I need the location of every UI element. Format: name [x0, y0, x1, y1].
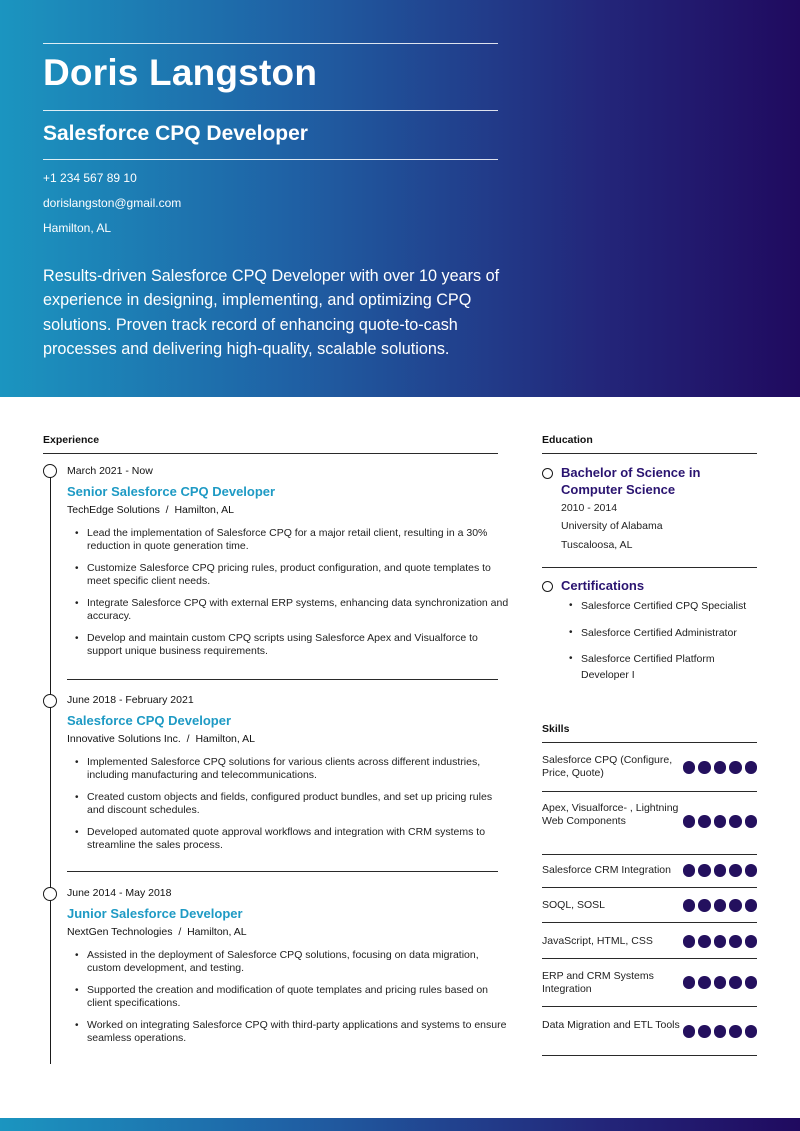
skill-level-dots — [683, 976, 758, 989]
job-entry — [67, 694, 512, 861]
footer-bar — [0, 1118, 800, 1131]
section-divider — [542, 567, 757, 568]
job-bullet: • Implemented Salesforce CPQ solutions for various clients across different industries, including manufacturing and telecommunications. — [67, 756, 512, 782]
skill-name: ERP and CRM Systems Integration — [542, 970, 654, 995]
skill-name: Salesforce CPQ (Configure, Price, Quote) — [542, 754, 673, 779]
job-company-line — [67, 504, 512, 518]
skill-level-dots — [683, 935, 758, 948]
job-company-line — [67, 733, 512, 747]
certification-item: • Salesforce Certified CPQ Specialist — [561, 598, 761, 614]
education-section-title: Education — [542, 434, 593, 446]
skill-divider — [542, 1055, 757, 1056]
timeline-marker — [43, 694, 57, 708]
job-company: TechEdge Solutions — [67, 504, 160, 516]
education-years: 2010 - 2014 — [561, 502, 618, 514]
job-bullets — [67, 756, 512, 852]
skill-row — [542, 959, 757, 1006]
skill-level-dot — [729, 899, 742, 912]
skill-level-dot — [729, 1025, 742, 1038]
job-date: June 2014 - May 2018 — [67, 887, 172, 899]
skill-level-dot — [729, 976, 742, 989]
job-bullet: • Integrate Salesforce CPQ with external ERP systems, enhancing data synchronization and accuracy. — [67, 597, 512, 623]
skill-level-dot — [683, 976, 696, 989]
skill-level-dot — [729, 761, 742, 774]
job-title: Senior Salesforce CPQ Developer — [67, 484, 276, 499]
skills-section-title: Skills — [542, 723, 570, 735]
experience-timeline — [50, 472, 52, 1064]
job-bullet: • Assisted in the deployment of Salesforce CPQ solutions, focusing on data migration, custom development, and testing. — [67, 949, 512, 975]
job-title: Junior Salesforce Developer — [67, 906, 243, 921]
skill-level-dots — [683, 761, 758, 774]
timeline-marker — [43, 464, 57, 478]
skill-name: Salesforce CRM Integration — [542, 864, 671, 876]
degree-title — [561, 465, 700, 498]
skill-level-dot — [683, 761, 696, 774]
certification-item: • Salesforce Certified Platform Developer I — [561, 651, 761, 683]
job-divider — [67, 871, 498, 872]
skill-level-dot — [729, 815, 742, 828]
skill-level-dot — [745, 976, 758, 989]
job-bullet: • Customize Salesforce CPQ pricing rules, product configuration, and quote templates to meet specific client needs. — [67, 562, 512, 588]
contact-email[interactable]: dorislangston@gmail.com — [43, 196, 182, 210]
skill-row — [542, 743, 757, 791]
candidate-name: Doris Langston — [43, 52, 318, 93]
experience-section-title: Experience — [43, 434, 100, 446]
job-date: March 2021 - Now — [67, 465, 153, 477]
skill-row — [542, 923, 757, 958]
degree-line: Computer Science — [561, 481, 676, 497]
job-entry — [67, 887, 512, 1054]
skill-level-dot — [698, 935, 711, 948]
skill-level-dot — [683, 935, 696, 948]
section-divider — [542, 453, 757, 454]
skill-level-dot — [745, 864, 758, 877]
skill-row — [542, 888, 757, 922]
certifications-list — [561, 598, 761, 694]
job-location: Hamilton, AL — [195, 733, 255, 745]
skill-level-dot — [714, 976, 727, 989]
certifications-marker — [542, 581, 553, 592]
skill-level-dot — [698, 899, 711, 912]
job-company: Innovative Solutions Inc. — [67, 733, 181, 745]
skill-level-dot — [714, 899, 727, 912]
candidate-role: Salesforce CPQ Developer — [43, 122, 308, 145]
job-separator: / — [165, 504, 169, 516]
degree-line: Bachelor of Science in — [561, 465, 701, 480]
skill-level-dot — [714, 864, 727, 877]
resume-header — [0, 0, 800, 397]
skill-name: SOQL, SOSL — [542, 899, 606, 911]
skill-level-dots — [683, 864, 758, 877]
skill-level-dot — [698, 976, 711, 989]
skill-row — [542, 792, 757, 855]
job-bullet: • Worked on integrating Salesforce CPQ with third-party applications and systems to ensure seamless operations. — [67, 1019, 512, 1045]
skill-level-dot — [683, 1025, 696, 1038]
job-bullet: • Developed automated quote approval workflows and integration with CRM systems to streamline the sales process. — [67, 826, 512, 852]
skill-level-dot — [698, 761, 711, 774]
skill-level-dot — [683, 899, 696, 912]
section-divider — [43, 453, 498, 454]
timeline-marker — [43, 887, 57, 901]
skill-level-dot — [745, 935, 758, 948]
job-location: Hamilton, AL — [187, 926, 247, 938]
job-bullet: • Supported the creation and modification of quote templates and pricing rules based on client specifications. — [67, 984, 512, 1010]
job-company: NextGen Technologies — [67, 926, 173, 938]
contact-phone: +1 234 567 89 10 — [43, 171, 137, 185]
job-company-line — [67, 926, 512, 940]
skill-level-dot — [714, 815, 727, 828]
education-school: University of Alabama — [561, 520, 663, 532]
job-title: Salesforce CPQ Developer — [67, 713, 232, 728]
job-bullets — [67, 949, 512, 1045]
skill-name: Apex, Visualforce- , Lightning Web Components — [542, 802, 679, 827]
skill-name: Data Migration and ETL Tools — [542, 1019, 680, 1031]
job-date: June 2018 - February 2021 — [67, 694, 194, 706]
skill-row — [542, 855, 757, 887]
job-entry — [67, 465, 512, 667]
header-divider — [43, 159, 498, 160]
job-bullet: • Created custom objects and fields, configured product bundles, and set up pricing rules and discount schedules. — [67, 791, 512, 817]
certification-item: • Salesforce Certified Administrator — [561, 625, 761, 641]
skill-level-dot — [683, 815, 696, 828]
skill-level-dot — [714, 1025, 727, 1038]
skill-level-dot — [683, 864, 696, 877]
job-bullet: • Develop and maintain custom CPQ scripts using Salesforce Apex and Visualforce to support unique business requirements. — [67, 632, 512, 658]
skill-level-dot — [745, 761, 758, 774]
job-location: Hamilton, AL — [174, 504, 234, 516]
job-bullets — [67, 527, 512, 658]
skill-level-dot — [729, 935, 742, 948]
skill-level-dot — [714, 935, 727, 948]
skill-level-dot — [698, 864, 711, 877]
skill-level-dots — [683, 1025, 758, 1038]
job-divider — [67, 679, 498, 680]
education-place: Tuscaloosa, AL — [561, 539, 633, 551]
skill-level-dot — [698, 1025, 711, 1038]
job-separator: / — [178, 926, 182, 938]
certifications-title: Certifications — [561, 578, 645, 593]
education-marker — [542, 468, 553, 479]
contact-location: Hamilton, AL — [43, 221, 112, 235]
skill-level-dot — [745, 1025, 758, 1038]
skill-level-dot — [745, 899, 758, 912]
job-separator: / — [186, 733, 190, 745]
skill-row — [542, 1007, 757, 1055]
skill-level-dot — [745, 815, 758, 828]
skill-level-dot — [729, 864, 742, 877]
header-divider — [43, 110, 498, 111]
header-divider — [43, 43, 498, 44]
profile-summary: Results-driven Salesforce CPQ Developer with over 10 years of experience in designing, implementing, and optimizing CPQ solutions. Proven track record of enhancing quote-to-cash processes and delivering high-quality, scalable solutions. — [43, 267, 500, 359]
skill-level-dot — [714, 761, 727, 774]
skill-level-dots — [683, 899, 758, 912]
job-bullet: • Lead the implementation of Salesforce CPQ for a major retail client, resulting in a 30% reduction in quote generation time. — [67, 527, 512, 553]
skill-name: JavaScript, HTML, CSS — [542, 935, 653, 947]
skill-level-dots — [683, 815, 758, 828]
skill-level-dot — [698, 815, 711, 828]
